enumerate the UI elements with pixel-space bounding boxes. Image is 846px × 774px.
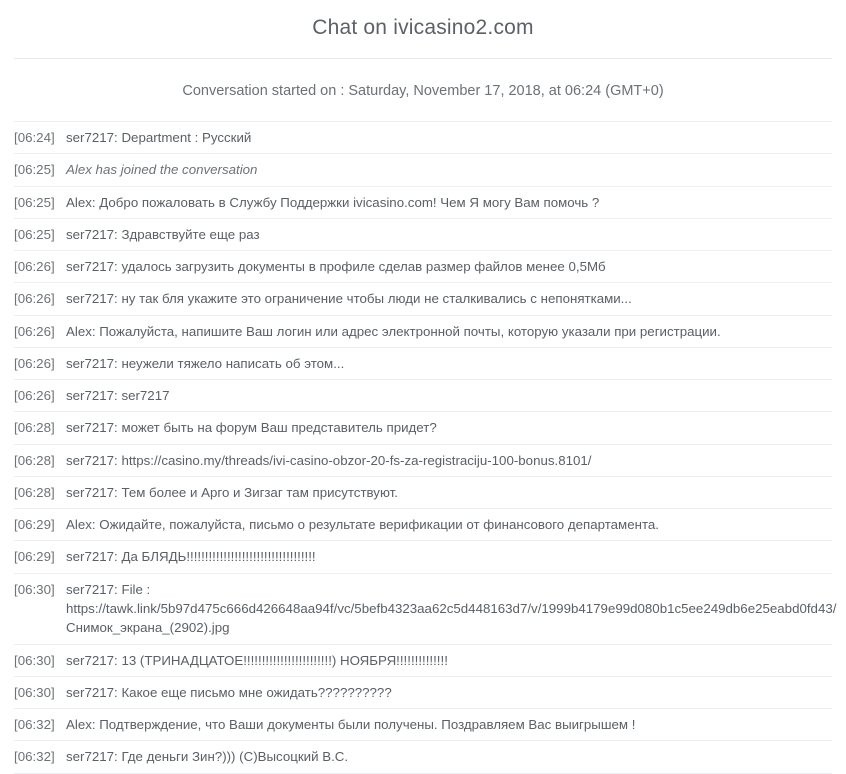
message-body: Alex: Пожалуйста, напишите Ваш логин или адрес электронной почты, которую указали при регистрации.	[66, 323, 721, 339]
message-body: ser7217: 13 (ТРИНАДЦАТОЕ!!!!!!!!!!!!!!!!!!!!!!!!) НОЯБРЯ!!!!!!!!!!!!!!	[66, 652, 448, 668]
chat-message	[14, 251, 832, 283]
message-body: ser7217: ну так бля укажите это ограничение чтобы люди не сталкивались с непонятками...	[66, 291, 632, 307]
message-list	[0, 121, 846, 774]
chat-message	[14, 574, 837, 645]
message-timestamp: [06:26]	[14, 259, 55, 275]
chat-message	[14, 187, 832, 219]
message-timestamp: [06:30]	[14, 652, 55, 668]
message-body: ser7217: неужели тяжело написать об этом...	[66, 355, 345, 371]
chat-message	[14, 645, 832, 677]
message-timestamp: [06:32]	[14, 749, 55, 765]
message-body: ser7217: удалось загрузить документы в профиле сделав размер файлов менее 0,5Мб	[66, 259, 606, 275]
message-timestamp: [06:32]	[14, 717, 55, 733]
message-timestamp: [06:25]	[14, 194, 55, 210]
message-body: Alex: Ожидайте, пожалуйста, письмо о результате верификации от финансового департамента.	[66, 517, 659, 533]
message-timestamp: [06:28]	[14, 484, 55, 500]
message-timestamp: [06:30]	[14, 684, 55, 700]
conversation-started-label: Conversation started on : Saturday, November 17, 2018, at 06:24 (GMT+0)	[182, 83, 664, 99]
chat-message	[14, 741, 832, 773]
chat-message	[14, 154, 832, 186]
chat-message	[14, 509, 832, 541]
message-body: Alex: Добро пожаловать в Службу Поддержки ivicasino.com! Чем Я могу Вам помочь ?	[66, 194, 600, 210]
message-timestamp: [06:29]	[14, 517, 55, 533]
message-timestamp: [06:25]	[14, 162, 55, 178]
message-body: ser7217: Да БЛЯДЬ!!!!!!!!!!!!!!!!!!!!!!!!!!!!!!!!!!!	[66, 549, 316, 565]
chat-message	[14, 316, 832, 348]
message-body: ser7217: https://casino.my/threads/ivi-casino-obzor-20-fs-za-registraciju-100-bonus.8101/	[66, 452, 592, 468]
message-body: ser7217: ser7217	[66, 388, 170, 404]
message-timestamp: [06:30]	[14, 581, 55, 597]
chat-message	[14, 709, 832, 741]
message-body: Alex has joined the conversation	[66, 162, 258, 178]
chat-message	[14, 348, 832, 380]
message-timestamp: [06:26]	[14, 355, 55, 371]
chat-message	[14, 283, 832, 315]
message-timestamp: [06:29]	[14, 549, 55, 565]
page-title: Chat on ivicasino2.com	[312, 16, 534, 39]
message-timestamp: [06:25]	[14, 226, 55, 242]
chat-message	[14, 380, 832, 412]
message-body: ser7217: File : https://tawk.link/5b97d475c666d426648aa94f/vc/5befb4323aa62c5d448163d7/v/1999b4179e99d080b1c5ee249db6e25eabd0fd43/Снимок_экрана_(2902).jpg	[66, 581, 837, 636]
message-body: ser7217: Здравствуйте еще раз	[66, 226, 260, 242]
message-body: ser7217: Какое еще письмо мне ожидать??????????	[66, 684, 392, 700]
message-body: Alex: Подтверждение, что Ваши документы были получены. Поздравляем Вас выигрышем !	[66, 717, 636, 733]
message-timestamp: [06:28]	[14, 452, 55, 468]
message-body: ser7217: может быть на форум Ваш представитель придет?	[66, 420, 437, 436]
chat-message	[14, 412, 832, 444]
chat-message	[14, 121, 832, 154]
chat-message	[14, 219, 832, 251]
chat-message	[14, 541, 832, 573]
message-timestamp: [06:26]	[14, 291, 55, 307]
message-timestamp: [06:24]	[14, 130, 55, 145]
message-body: ser7217: Department : Русский	[66, 130, 252, 145]
chat-message	[14, 477, 832, 509]
message-timestamp: [06:26]	[14, 323, 55, 339]
message-body: ser7217: Где деньги Зин?))) (С)Высоцкий В.С.	[66, 749, 349, 765]
chat-message	[14, 677, 832, 709]
message-timestamp: [06:26]	[14, 388, 55, 404]
message-body: ser7217: Тем более и Арго и Зигзаг там присутствуют.	[66, 484, 398, 500]
message-timestamp: [06:28]	[14, 420, 55, 436]
chat-message	[14, 445, 832, 477]
